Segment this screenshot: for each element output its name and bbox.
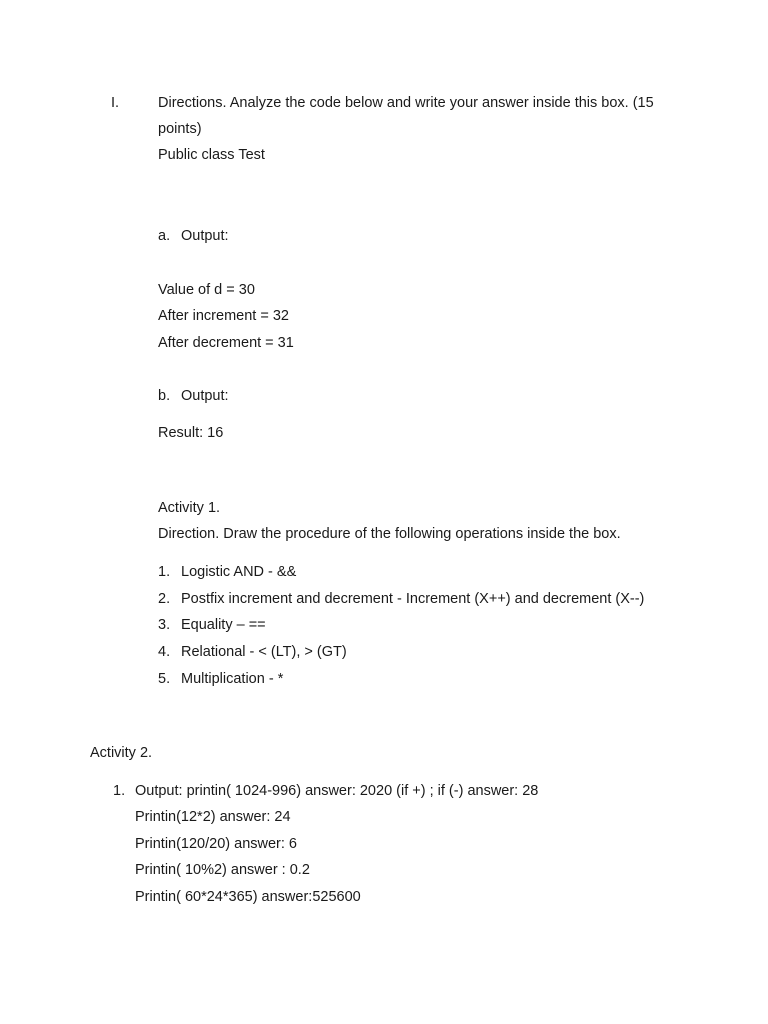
activity2-line: Printin(120/20) answer: 6: [135, 836, 297, 852]
part-a-output-line: After increment = 32: [158, 308, 289, 324]
activity1-title: Activity 1.: [158, 500, 221, 516]
activity1-item-number: 2.: [158, 591, 171, 607]
part-a-output-line: Value of d = 30: [158, 282, 255, 298]
activity1-item-text: Equality – ==: [181, 617, 266, 633]
activity1-item-text: Logistic AND - &&: [181, 564, 297, 580]
activity2-line: Printin(12*2) answer: 24: [135, 809, 291, 825]
activity1-item-text: Multiplication - *: [181, 671, 284, 687]
part-a-label: Output:: [181, 228, 229, 244]
activity2-line: Printin( 10%2) answer : 0.2: [135, 862, 310, 878]
activity1-item-number: 3.: [158, 617, 171, 633]
activity1-item-number: 5.: [158, 671, 171, 687]
activity1-item-number: 4.: [158, 644, 171, 660]
code-title: Public class Test: [158, 147, 265, 163]
part-b-marker: b.: [158, 388, 171, 404]
activity1-item-text: Postfix increment and decrement - Increment (X++) and decrement (X--): [181, 591, 645, 607]
part-b-label: Output:: [181, 388, 229, 404]
part-a-output-line: After decrement = 31: [158, 335, 294, 351]
directions-text-line2: points): [158, 121, 202, 137]
activity2-line: Output: printin( 1024-996) answer: 2020 (if +) ; if (-) answer: 28: [135, 783, 539, 799]
activity1-direction: Direction. Draw the procedure of the following operations inside the box.: [158, 526, 621, 542]
activity1-item-number: 1.: [158, 564, 171, 580]
activity2-line: Printin( 60*24*365) answer:525600: [135, 889, 361, 905]
activity2-title: Activity 2.: [90, 745, 153, 761]
activity2-item-number: 1.: [113, 783, 126, 799]
section-numeral: I.: [111, 95, 120, 111]
part-b-result: Result: 16: [158, 425, 224, 441]
activity1-item-text: Relational - < (LT), > (GT): [181, 644, 347, 660]
directions-text-line1: Directions. Analyze the code below and write your answer inside this box. (15: [158, 95, 654, 111]
part-a-marker: a.: [158, 228, 171, 244]
